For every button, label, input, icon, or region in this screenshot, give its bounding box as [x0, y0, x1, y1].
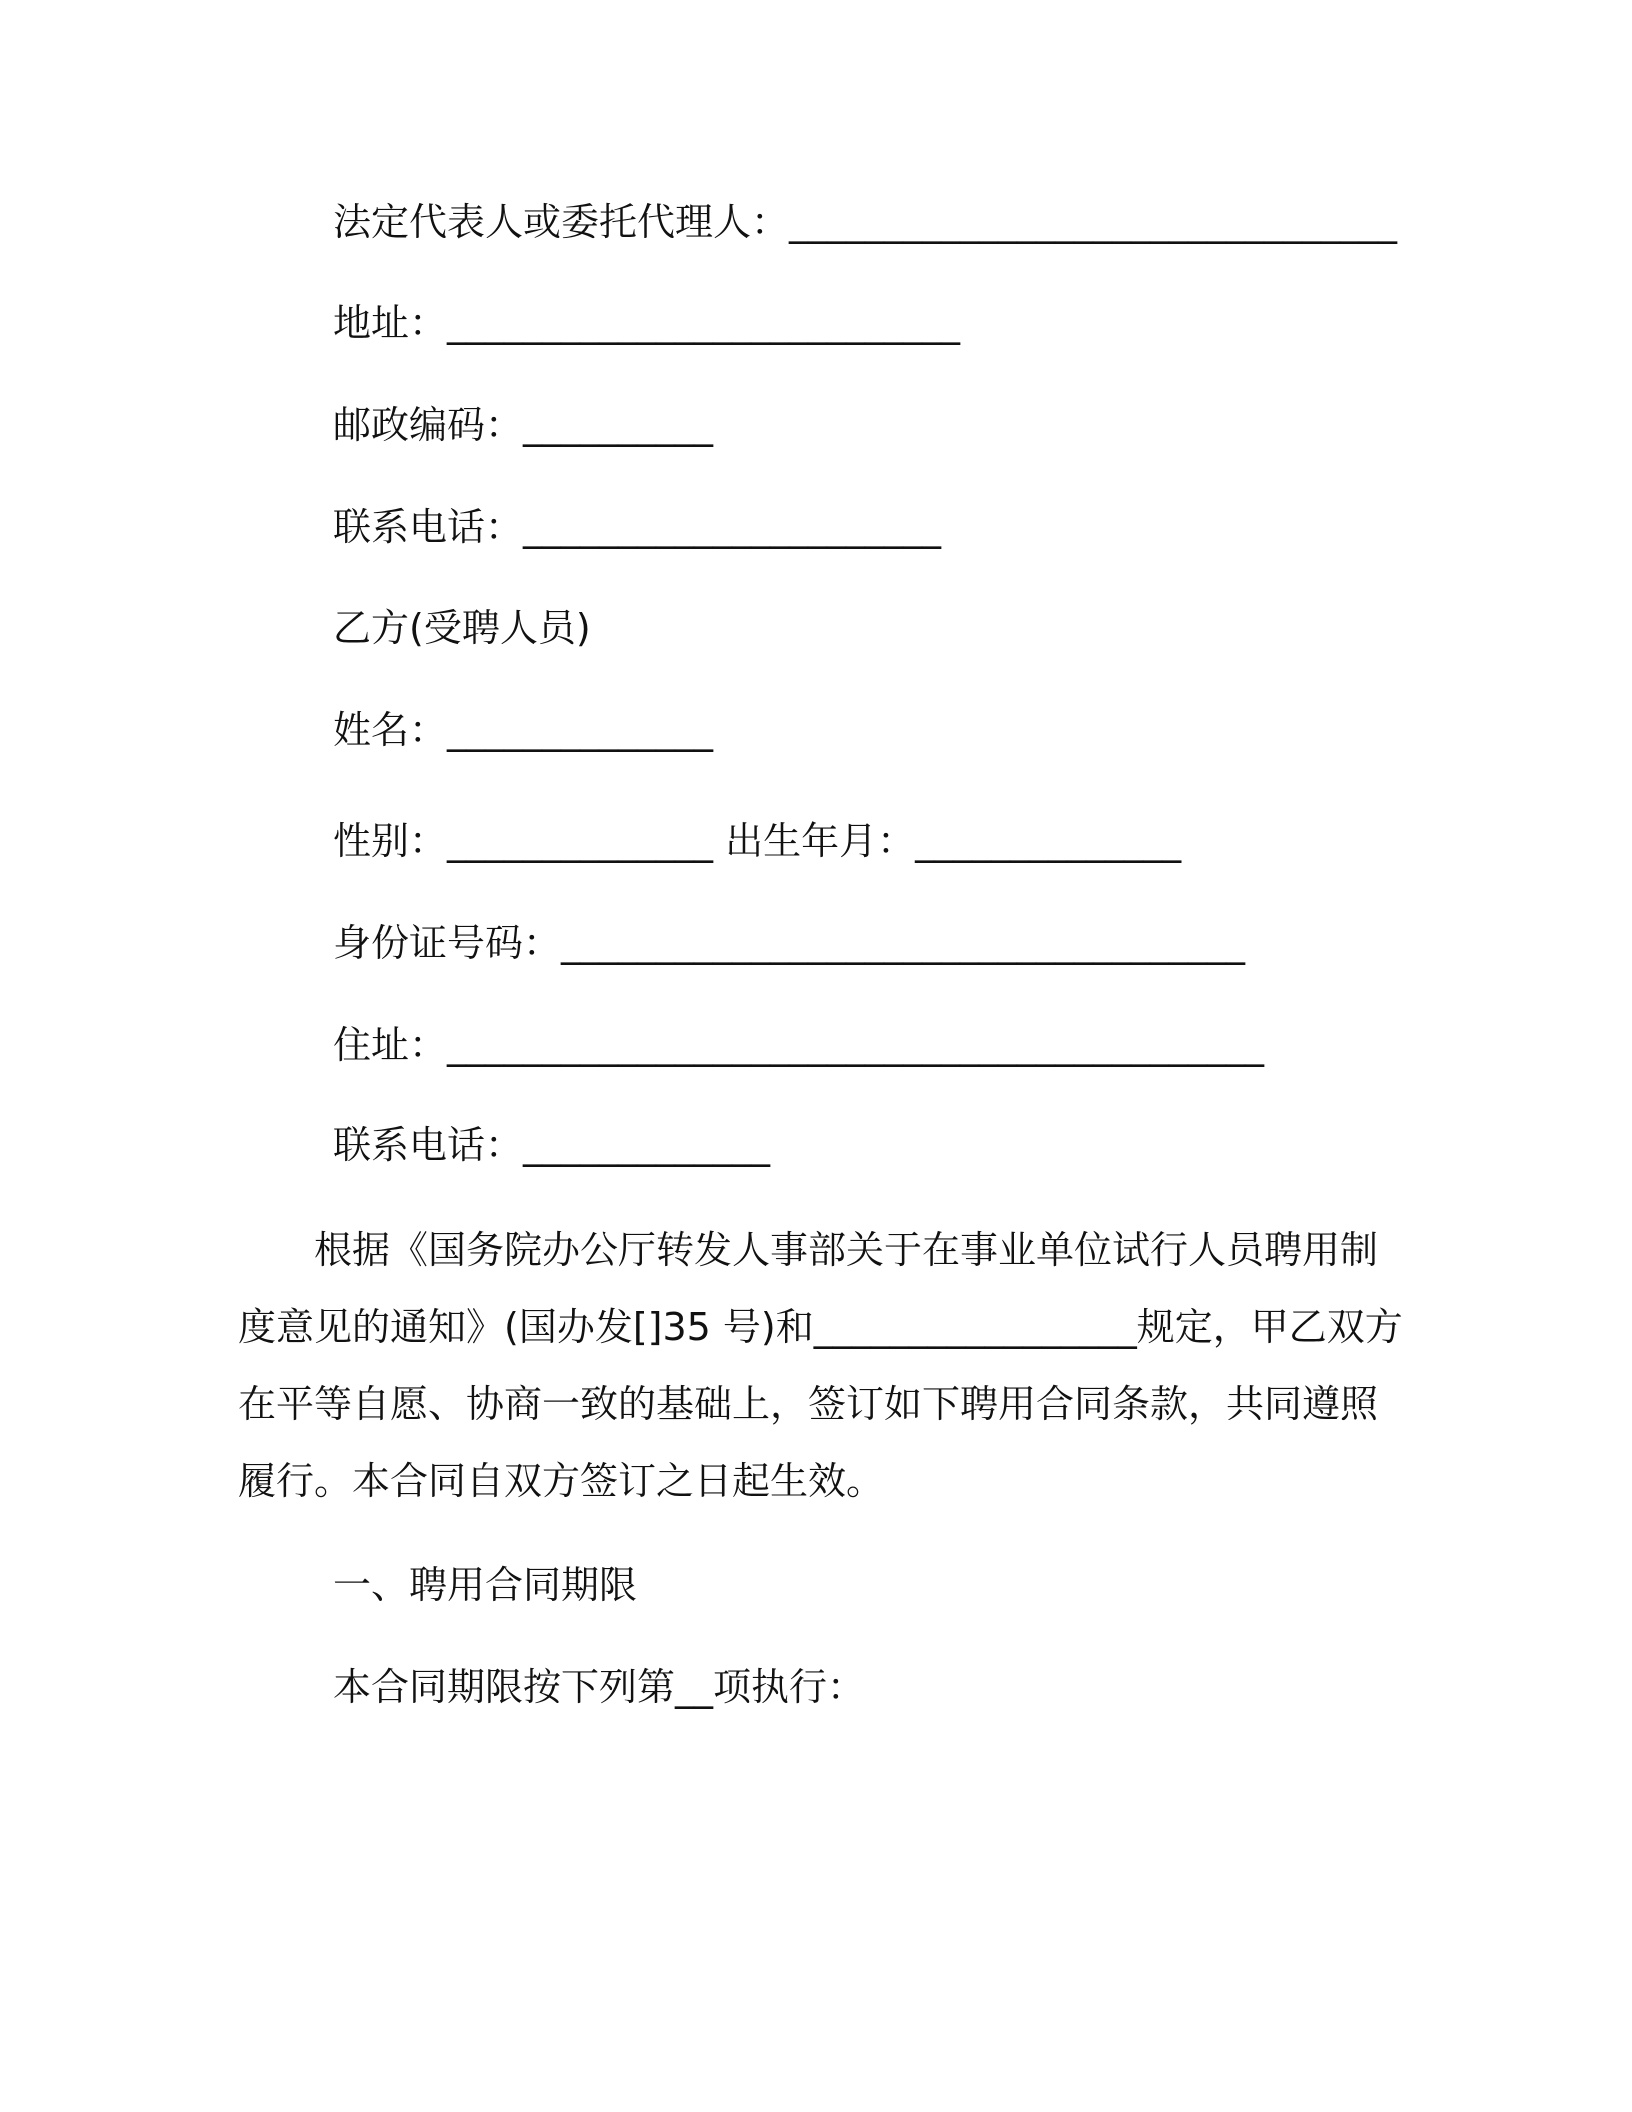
legal-representative-line: 法定代表人或委托代理人：________________________________	[333, 200, 1398, 244]
section-heading: 一、聘用合同期限	[333, 1563, 638, 1607]
paragraph-line: 度意见的通知》(国办发[]35 号)和_________________规定，甲乙双方	[238, 1305, 1403, 1349]
paragraph-line: 在平等自愿、协商一致的基础上，签订如下聘用合同条款，共同遵照	[238, 1382, 1379, 1426]
section-text: 本合同期限按下列第__项执行：	[333, 1665, 866, 1709]
employer-phone-line: 联系电话：______________________	[333, 505, 942, 549]
paragraph-line: 根据《国务院办公厅转发人事部关于在事业单位试行人员聘用制	[238, 1228, 1379, 1272]
paragraph-line: 履行。本合同自双方签订之日起生效。	[238, 1459, 885, 1503]
employer-postcode-line: 邮政编码：__________	[333, 403, 714, 447]
name-line: 姓名：______________	[333, 708, 714, 752]
employee-phone-line: 联系电话：_____________	[333, 1123, 771, 1167]
basis-paragraph	[238, 1212, 1403, 1520]
employer-address-line: 地址：___________________________	[333, 301, 961, 345]
party-b-heading: 乙方(受聘人员)	[333, 606, 591, 650]
id-number-line: 身份证号码：____________________________________	[333, 921, 1246, 965]
gender-birth-line: 性别：______________ 出生年月：______________	[333, 819, 1182, 863]
residence-address-line: 住址：___________________________________________	[333, 1023, 1265, 1067]
